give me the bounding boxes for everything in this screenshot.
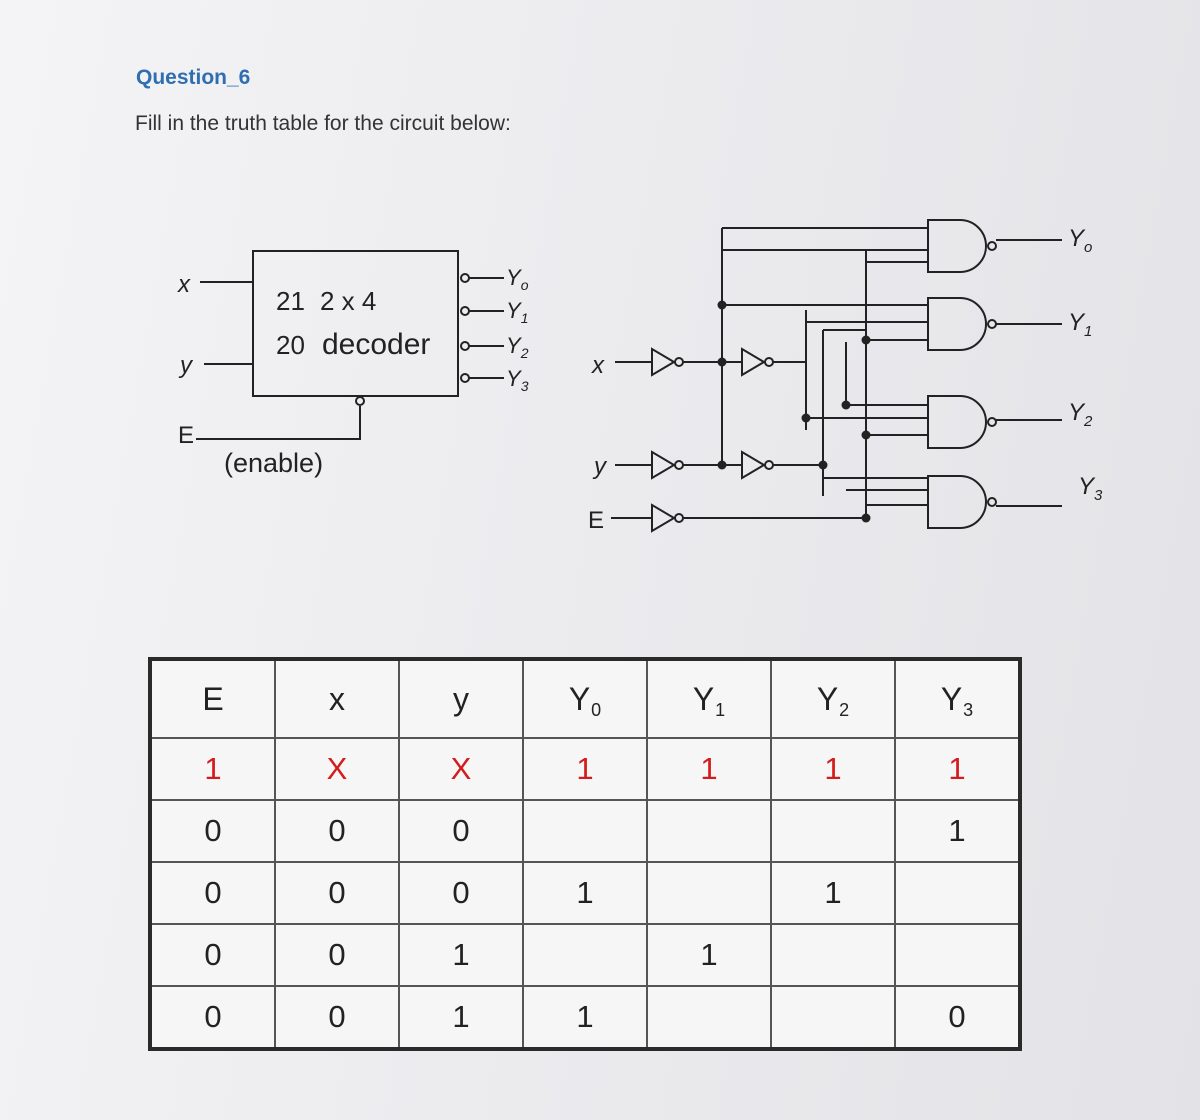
table-cell-y1[interactable]: 1 xyxy=(647,924,771,986)
circuit-input-e: E xyxy=(588,507,605,534)
decoder-output-y3: $Y_3$ xyxy=(506,366,529,394)
column-header-label: E xyxy=(202,680,224,717)
column-header-y xyxy=(399,659,523,738)
table-cell-y1[interactable] xyxy=(647,986,771,1049)
table-cell-y1[interactable] xyxy=(647,800,771,862)
circuit-output-y3: $Y_3$ xyxy=(1078,473,1103,504)
table-cell-y2[interactable] xyxy=(771,986,895,1049)
circuit-input-x: x xyxy=(592,352,604,379)
decoder-input-y: y xyxy=(180,352,192,379)
table-cell-e[interactable]: 0 xyxy=(150,862,275,924)
column-header-subscript: 0 xyxy=(591,699,602,720)
table-cell-x[interactable]: 0 xyxy=(275,986,399,1049)
column-header-e xyxy=(150,659,275,738)
table-cell-y3[interactable]: 1 xyxy=(895,800,1020,862)
table-cell-y0[interactable]: 1 xyxy=(523,738,647,800)
decoder-box xyxy=(253,251,458,396)
table-cell-e[interactable]: 1 xyxy=(150,738,275,800)
circuit-output-y2: $Y_2$ xyxy=(1068,399,1093,430)
decoder-input-e: E xyxy=(178,422,195,449)
table-cell-y2[interactable]: 1 xyxy=(771,862,895,924)
table-cell-x[interactable]: X xyxy=(275,738,399,800)
decoder-output-y0: $Y_o$ xyxy=(506,265,529,293)
table-cell-y3[interactable]: 0 xyxy=(895,986,1020,1049)
column-header-y3 xyxy=(895,659,1020,738)
column-header-label: Y xyxy=(940,680,963,717)
column-header-y1 xyxy=(647,659,771,738)
table-row xyxy=(150,862,1020,924)
circuit-output-y0: $Y_o$ xyxy=(1068,225,1093,256)
decoder-output-y2: $Y_2$ xyxy=(506,333,529,361)
column-header-label: Y xyxy=(816,680,839,717)
table-cell-y3[interactable]: 1 xyxy=(895,738,1020,800)
table-row xyxy=(150,738,1020,800)
column-header-label: y xyxy=(453,680,469,717)
nand-gate-1 xyxy=(928,298,986,350)
nand-gate-0 xyxy=(928,220,986,272)
table-row xyxy=(150,800,1020,862)
decoder-line-2-word: decoder xyxy=(322,328,431,361)
column-header-y0 xyxy=(523,659,647,738)
table-cell-y[interactable]: 1 xyxy=(399,924,523,986)
nand-gate-3 xyxy=(928,476,986,528)
table-cell-y0[interactable] xyxy=(523,800,647,862)
circuit-input-y: y xyxy=(594,453,606,480)
table-cell-e[interactable]: 0 xyxy=(150,924,275,986)
table-cell-x[interactable]: 0 xyxy=(275,800,399,862)
table-header-row xyxy=(150,659,1020,738)
truth-table xyxy=(148,657,1022,1051)
decoder-line-1-size: 2 x 4 xyxy=(320,286,377,316)
table-cell-e[interactable]: 0 xyxy=(150,986,275,1049)
column-header-subscript: 1 xyxy=(715,699,726,720)
question-title: Question_6 xyxy=(136,66,251,89)
column-header-label: Y xyxy=(692,680,715,717)
column-header-y2 xyxy=(771,659,895,738)
column-header-subscript: 3 xyxy=(963,699,974,720)
circuit-output-y1: $Y_1$ xyxy=(1068,309,1093,340)
table-row xyxy=(150,986,1020,1049)
enable-label: (enable) xyxy=(224,448,324,478)
truth-table-container xyxy=(148,657,1022,1051)
table-cell-y[interactable]: 0 xyxy=(399,800,523,862)
decoder-output-y1: $Y_1$ xyxy=(506,298,529,326)
decoder-input-x: x xyxy=(178,271,190,298)
table-cell-y[interactable]: 0 xyxy=(399,862,523,924)
table-cell-y2[interactable] xyxy=(771,924,895,986)
column-header-label: Y xyxy=(568,680,591,717)
table-cell-y0[interactable]: 1 xyxy=(523,986,647,1049)
decoder-line-1-power: 21 xyxy=(276,286,305,316)
table-cell-y2[interactable] xyxy=(771,800,895,862)
table-cell-y1[interactable]: 1 xyxy=(647,738,771,800)
column-header-subscript: 2 xyxy=(839,699,850,720)
table-cell-y1[interactable] xyxy=(647,862,771,924)
nand-gate-2 xyxy=(928,396,986,448)
table-cell-y2[interactable]: 1 xyxy=(771,738,895,800)
table-cell-y[interactable]: 1 xyxy=(399,986,523,1049)
table-cell-y3[interactable] xyxy=(895,924,1020,986)
table-cell-y3[interactable] xyxy=(895,862,1020,924)
instruction-text: Fill in the truth table for the circuit below: xyxy=(135,112,511,135)
table-cell-x[interactable]: 0 xyxy=(275,924,399,986)
table-cell-x[interactable]: 0 xyxy=(275,862,399,924)
decoder-line-2-power: 20 xyxy=(276,330,305,360)
column-header-x xyxy=(275,659,399,738)
table-cell-y0[interactable] xyxy=(523,924,647,986)
table-row xyxy=(150,924,1020,986)
table-cell-e[interactable]: 0 xyxy=(150,800,275,862)
column-header-label: x xyxy=(329,680,345,717)
table-cell-y[interactable]: X xyxy=(399,738,523,800)
table-cell-y0[interactable]: 1 xyxy=(523,862,647,924)
